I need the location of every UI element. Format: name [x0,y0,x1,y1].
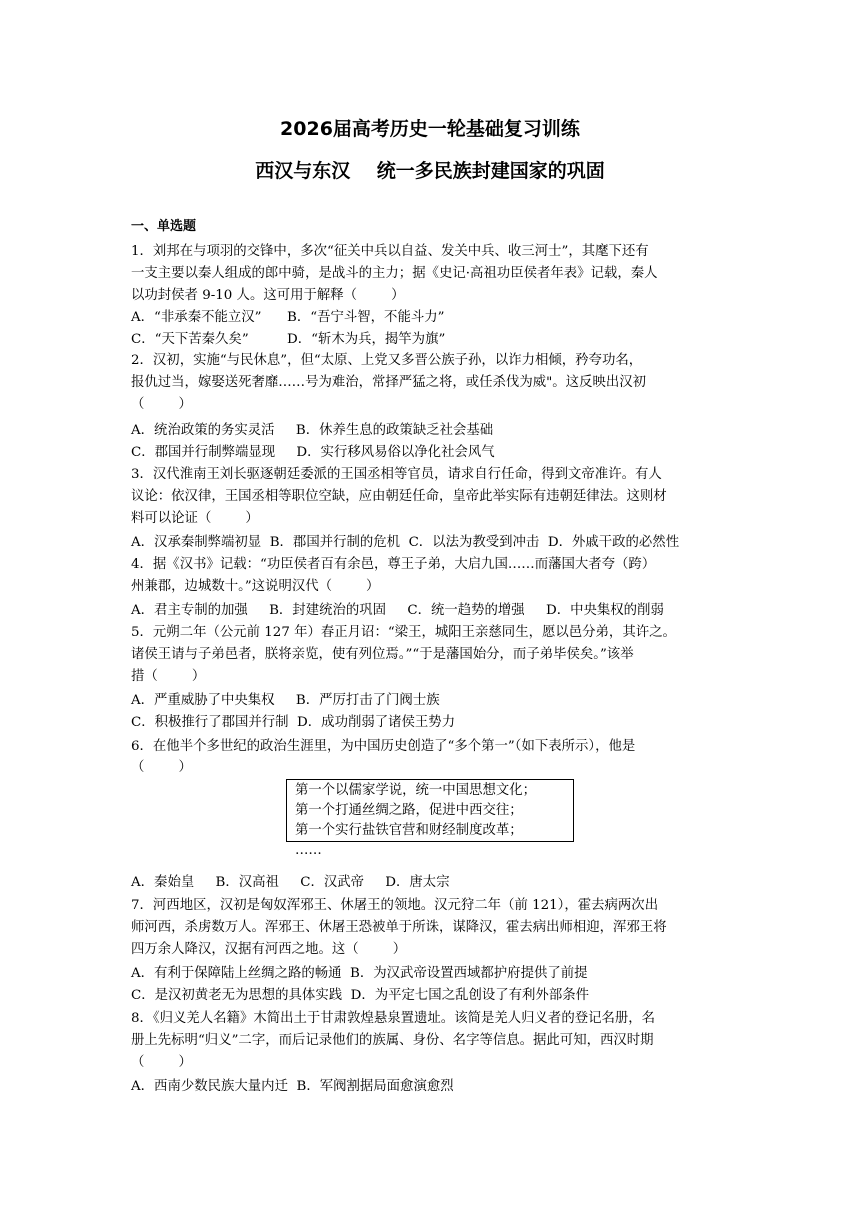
document-title: 2026届高考历史一轮基础复习训练 [280,118,580,140]
answer-options: A．君主专制的加强 B．封建统治的巩固 C．统一趋势的增强 D．中央集权的削弱 [131,603,664,618]
text-line: 7．河西地区，汉初是匈奴浑邪王、休屠王的领地。汉元狩二年（前 121），霍去病两次出 [131,898,659,913]
section-heading: 一、单选题 [131,219,197,234]
answer-options: A．统治政策的务实灵活 B．休养生息的政策缺乏社会基础 [131,423,494,438]
answer-options: A．秦始皇 B．汉高祖 C．汉武帝 D．唐太宗 [131,875,450,890]
text-line: 州兼郡，边城数十。”这说明汉代（ ） [131,579,380,594]
table-row: 第一个实行盐铁官营和财经制度改革； [295,823,523,838]
text-line: 报仇过当，嫁娶送死奢靡……号为难治，常择严猛之将，或任杀伐为威"。这反映出汉初 [131,375,647,390]
text-line: 料可以论证（ ） [131,511,259,526]
answer-options: C．是汉初黄老无为思想的具体实践 D．为平定七国之乱创设了有利外部条件 [131,988,589,1003]
answer-options: A．有利于保障陆上丝绸之路的畅通 B．为汉武帝设置西域都护府提供了前提 [131,966,588,981]
answer-options: C．“天下苦秦久矣” D．“斩木为兵，揭竿为旗” [131,332,446,347]
table-row: 第一个打通丝绸之路，促进中西交往； [295,803,523,818]
answer-options: C．郡国并行制弊端显现 D．实行移风易俗以净化社会风气 [131,445,495,460]
text-line: 8．《归义羌人名籍》木简出土于甘肃敦煌悬泉置遗址。该简是羌人归义者的登记名册，名 [131,1011,656,1026]
text-line: 诸侯王请与子弟邑者，朕将亲览，使有列位焉。”“于是藩国始分，而子弟毕侯矣。”该举 [131,647,634,662]
table-row: …… [295,843,322,858]
text-line: 议论：依汉律，王国丞相等职位空缺，应由朝廷任命，皇帝此举实际有违朝廷律法。这则材 [131,489,667,504]
text-line: 措（ ） [131,669,206,684]
text-line: 3．汉代淮南王刘长驱逐朝廷委派的王国丞相等官员，请求自行任命，得到文帝准许。有人 [131,467,662,482]
answer-options: A．西南少数民族大量内迁 B．军阀割据局面愈演愈烈 [131,1079,454,1094]
text-line: 四万余人降汉，汉据有河西之地。这（ ） [131,942,407,957]
table-row: 第一个以儒家学说，统一中国思想文化； [295,783,537,798]
text-line: 2．汉初，实施“与民休息”，但“太原、上党又多晋公族子孙，以诈力相倾，矜夸功名， [131,353,643,368]
text-line: 1．刘邦在与项羽的交锋中，多次“征关中兵以自益、发关中兵、收三河士”，其麾下还有 [131,244,649,259]
text-line: 一支主要以秦人组成的郎中骑，是战斗的主力；据《史记·高祖功臣侯者年表》记载，秦人 [131,266,658,281]
answer-options: C．积极推行了郡国并行制 D．成功削弱了诸侯王势力 [131,715,456,730]
text-line: 4．据《汉书》记载：“功臣侯者百有余邑，尊王子弟，大启九国……而藩国大者夸（跨） [131,557,656,572]
text-line: 师河西，杀虏数万人。浑邪王、休屠王恐被单于所诛，谋降汉，霍去病出师相迎，浑邪王将 [131,920,667,935]
text-line: （ ） [131,1055,192,1070]
answer-options: A．“非承秦不能立汉” B．“吾宁斗智，不能斗力” [131,310,445,325]
text-line: 以功封侯者 9-10 人。这可用于解释（ ） [131,288,405,303]
text-line: 6．在他半个多世纪的政治生涯里，为中国历史创造了“多个第一”（如下表所示），他是 [131,739,636,754]
document-subtitle: 西汉与东汉 统一多民族封建国家的巩固 [255,160,605,182]
text-line: 册上先标明“归义”二字，而后记录他们的族属、身份、名字等信息。据此可知，西汉时期 [131,1033,654,1048]
text-line: 5．元朔二年（公元前 127 年）春正月诏：“梁王，城阳王亲慈同生，愿以邑分弟，其许之。 [131,625,676,640]
answer-options: A．汉承秦制弊端初显 B．郡国并行制的危机 C．以法为教受到冲击 D．外戚干政的必然性 [131,535,680,550]
text-line: （ ） [131,760,192,775]
text-line: （ ） [131,397,192,412]
answer-options: A．严重威胁了中央集权 B．严厉打击了门阀士族 [131,693,440,708]
